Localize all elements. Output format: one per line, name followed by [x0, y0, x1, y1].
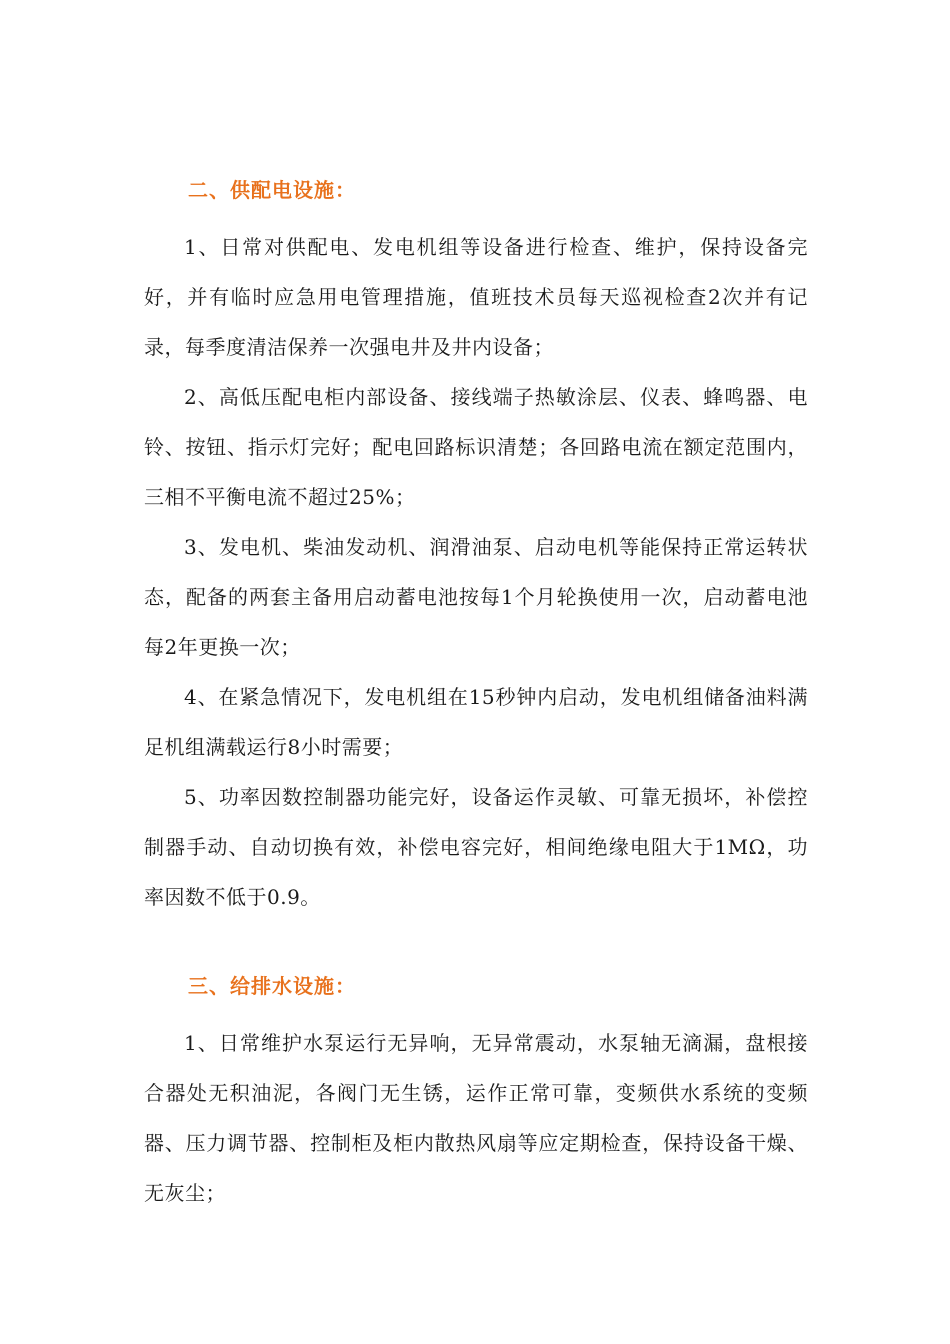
section-heading: 二、供配电设施： — [188, 178, 356, 202]
paragraph: 2、高低压配电柜内部设备、接线端子热敏涂层、仪表、蜂鸣器、电铃、按钮、指示灯完好；配电回路标识清楚；各回路电流在额定范围内，三相不平衡电流不超过25%； — [144, 385, 808, 509]
paragraph: 1、日常维护水泵运行无异响，无异常震动，水泵轴无滴漏，盘根接合器处无积油泥，各阀门无生锈，运作正常可靠，变频供水系统的变频器、压力调节器、控制柜及柜内散热风扇等应定期检查，保持设备干燥、无灰尘； — [144, 1031, 808, 1205]
paragraph: 1、日常对供配电、发电机组等设备进行检查、维护，保持设备完好，并有临时应急用电管理措施，值班技术员每天巡视检查2次并有记录，每季度清洁保养一次强电井及井内设备； — [144, 235, 808, 359]
section-water-supply — [144, 968, 808, 1218]
section-heading: 三、给排水设施： — [188, 974, 356, 998]
paragraph: 4、在紧急情况下，发电机组在15秒钟内启动，发电机组储备油料满足机组满载运行8小时需要； — [144, 685, 808, 759]
paragraph: 5、功率因数控制器功能完好，设备运作灵敏、可靠无损坏，补偿控制器手动、自动切换有效，补偿电容完好，相间绝缘电阻大于1MΩ，功率因数不低于0.9。 — [144, 785, 808, 909]
section-power-supply — [144, 172, 808, 922]
paragraph: 3、发电机、柴油发动机、润滑油泵、启动电机等能保持正常运转状态，配备的两套主备用启动蓄电池按每1个月轮换使用一次，启动蓄电池每2年更换一次； — [144, 535, 808, 659]
